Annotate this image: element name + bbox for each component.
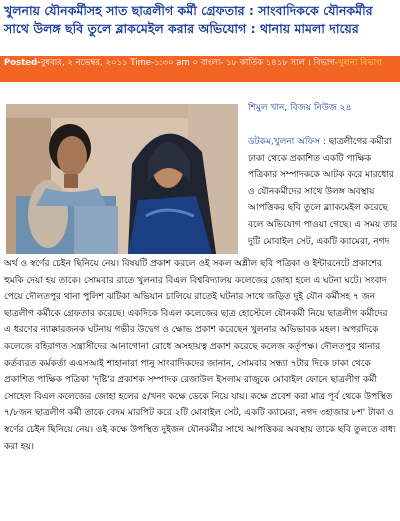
article-body: অর্থ ও স্বর্ণের চেইন ছিনিয়ে নেয়। বিষয়টি প্রকাশ করলে ওই সকল অশ্লীল ছবি পত্রিকা ও ইন্টারনেটে প্রকাশের হুমকি দেয়া হয় তাকে। সোমবার রাতে খুলনার বিএল বিশ্ববিদ্যালয় কলেজের জোহা হলে এ ঘটনা ঘটে। সংবাদ পেয়ে দৌলতপুর থানা পুলিশ ঝটিকা অভিযান চালিয়ে রাতেই ঘটনার সাথে জড়িত দুই যৌন কর্মীসহ ৭ জন ছাত্রলীগ কর্মীকে গ্রেফতার করেছে। একদিকে বিএল কলেজের ছাত্র হোস্টেলে যৌনকর্মী নিয়ে ছাত্রলীগ কর্মীদের এ ধরণের ন্যাক্কারজনক ঘটনায় গভীর উদ্বেগ ও ক্ষোভ প্রকাশ করেছেন খুলনার অভিভাবক মহল। অপরদিকে কলেজে বহিরাগত সন্ত্রাসীদের আনাগোনা রোধে অসহায়ত্ব প্রকাশ করেছে কলেজ কর্তৃপক্ষ। দৌলতপুর থানার কর্তব্যরত কর্মকর্তা এএসআই শাহানারা পানু সাংবাদিকদের জানান, সোমবার সন্ধ্যা ৭টার দিকে ঢাকা থেকে প্রকাশিত পাক্ষিক পত্রিকা 'দৃষ্টি'র প্রকাশক সম্পাদক রেজাউল ইসলাম রাজুকে মোবাইল ফোনে ছাত্রলীগ কর্মী সোহেল বিএল কলেজের জোহা হলের ৫/খনং কক্ষে ডেকে নিয়ে যায়। কক্ষে প্রবেশ করা মাত্র পূর্ব থেকে উপস্থিত ৭/৮জন ছাত্রলীগ কর্মী তাকে বেদম মারপিট করে ২টি মোবাইল সেট, একটি ক্যামেরা, নগদ ৩হাজার ৮শ' টাকা ও স্বর্ণের চেইন ছিনিয়ে নেয়। ওই কক্ষে উপস্থিত দুইজন যৌনকর্মীর সাথে আপত্তিকর অবস্থায় তাকে ছবি তুলতে বাধ্য করা হয়।	[4, 259, 396, 452]
byline	[248, 100, 398, 117]
article-dateline: ডটকম,খুলনা অফিস :	[248, 137, 326, 147]
posted-info-bar	[0, 56, 400, 82]
reporter-suffix: , বিজয় নিউজ ২৪	[284, 103, 352, 113]
posted-date: বুধবার, ২ নভেম্বর, ২০১১ Time-১:৩০ am ০ বাংলা- ১৮ কার্তিক ১৪১৮ সাল ।	[40, 58, 311, 68]
reporter-name: শিমুল খান	[248, 103, 285, 113]
article-headline: খুলনায় যৌনকর্মীসহ সাত ছাত্রলীগ কর্মী গ্রেফতার : সাংবাদিককে যৌনকর্মীর সাথে উলঙ্গ ছবি তুলে ব্লাকমেইল করার অভিযোগ : থানায় মামলা দায়ের	[4, 3, 373, 36]
category-link[interactable]: খুলনা বিভাগ	[337, 58, 382, 68]
article-intro	[248, 134, 398, 250]
posted-label: Posted-	[4, 58, 41, 68]
news-photo	[6, 104, 238, 254]
category-label: বিভাগ-	[313, 58, 338, 68]
intro-text: ছাত্রলীগের কর্মীরা ঢাকা থেকে প্রকাশিত একটি পাক্ষিক পত্রিকার সম্পাদককে আটক করে মারধোর ও যৌনকর্মীদের সাথে উলঙ্গ অবস্থায় আপত্তিকর ছবি তুলে ব্ল্যাকমেইল করেছে বলে অভিযোগ পাওয়া গেছে। এ সময় তার দুটি মোবাইল সেট, একটি ক্যামেরা, নগদ	[248, 137, 398, 247]
